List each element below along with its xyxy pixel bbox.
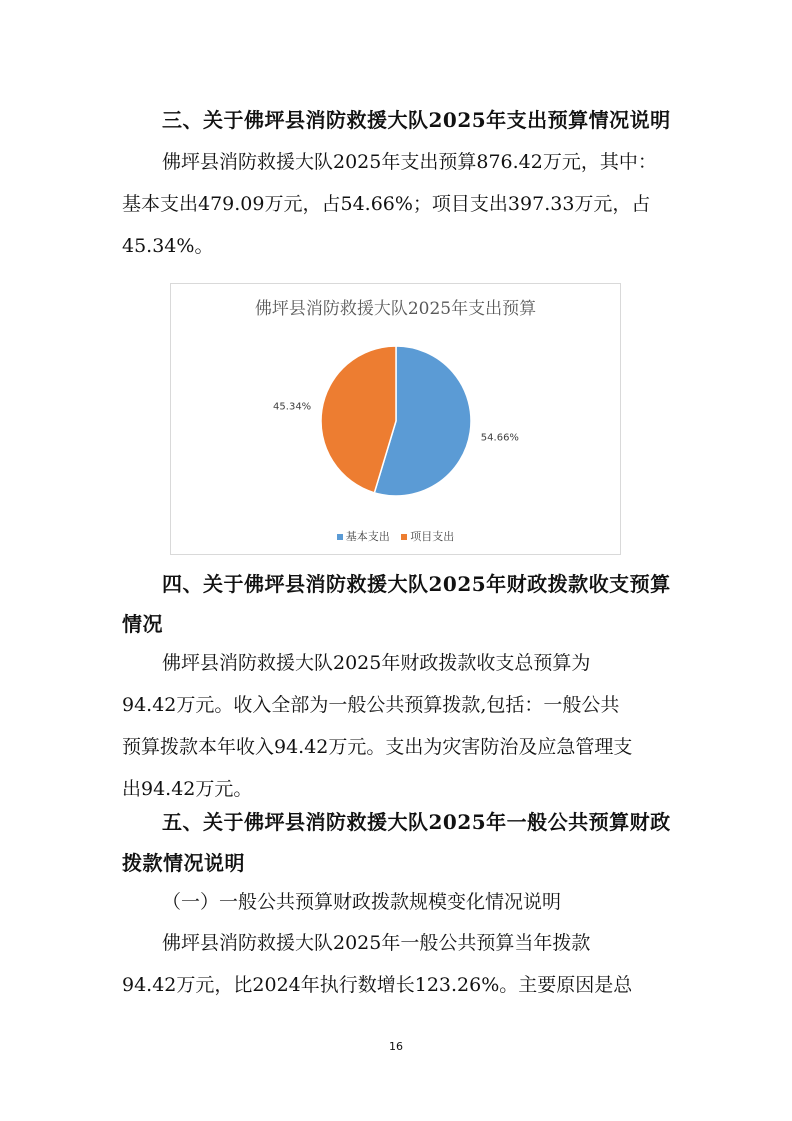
paragraph-line: 佛坪县消防救援大队2025年一般公共预算当年拨款	[162, 932, 591, 954]
section3-paragraph	[122, 141, 674, 267]
legend-swatch	[337, 534, 343, 540]
section5-heading-cont	[122, 842, 682, 884]
slice-data-label: 45.34%	[273, 401, 312, 413]
paragraph-line: 佛坪县消防救援大队2025年财政拨款收支总预算为	[162, 652, 591, 674]
heading-line: 拨款情况说明	[122, 851, 245, 875]
legend-swatch	[401, 534, 407, 540]
paragraph-line: 94.42万元。收入全部为一般公共预算拨款,包括：一般公共	[122, 694, 620, 716]
legend-item-project	[401, 528, 454, 544]
section4-heading-cont	[122, 603, 682, 645]
section3-heading: 三、关于佛坪县消防救援大队2025年支出预算情况说明	[162, 108, 671, 132]
paragraph-line: 94.42万元，比2024年执行数增长123.26%。主要原因是总	[122, 974, 633, 996]
paragraph-line: 45.34%。	[122, 235, 214, 257]
heading-line: 情况	[122, 612, 163, 636]
chart-legend	[171, 528, 620, 544]
section4-heading	[162, 563, 722, 605]
paragraph-line: 预算拨款本年收入94.42万元。支出为灾害防治及应急管理支	[122, 736, 633, 758]
paragraph-line: 基本支出479.09万元，占54.66%；项目支出397.33万元，占	[122, 193, 651, 215]
pie-chart-svg	[171, 284, 620, 524]
paragraph-line: 出94.42万元。	[122, 778, 253, 800]
paragraph-line: 佛坪县消防救援大队2025年支出预算876.42万元，其中：	[162, 151, 657, 173]
heading-line: 四、关于佛坪县消防救援大队2025年财政拨款收支预算	[162, 572, 671, 596]
section5-paragraph	[122, 922, 674, 1006]
heading-line: 五、关于佛坪县消防救援大队2025年一般公共预算财政	[162, 810, 671, 834]
section5-heading	[162, 801, 722, 843]
pie-chart	[170, 283, 621, 555]
legend-label: 项目支出	[410, 530, 455, 543]
subsection-heading: （一）一般公共预算财政拨款规模变化情况说明	[162, 891, 562, 913]
chart-title: 佛坪县消防救援大队2025年支出预算	[254, 299, 537, 319]
page-number: 16	[389, 1040, 403, 1053]
slice-data-label: 54.66%	[480, 432, 519, 444]
legend-item-basic	[337, 528, 390, 544]
section4-paragraph	[122, 642, 674, 810]
legend-label: 基本支出	[345, 530, 390, 543]
